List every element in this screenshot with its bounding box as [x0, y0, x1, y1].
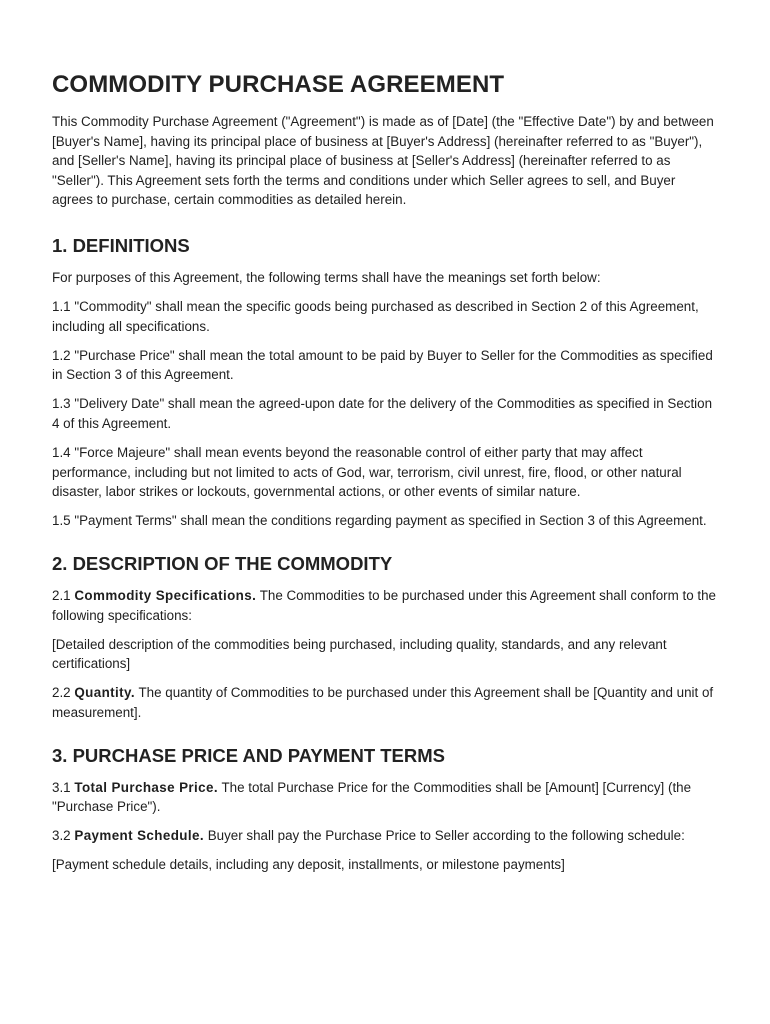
- clause-text: The Commodities to be purchased under this Agreement shall conform to the following specifications:: [52, 588, 716, 623]
- definitions-lead-in: For purposes of this Agreement, the following terms shall have the meanings set forth below:: [52, 269, 601, 285]
- document-title: COMMODITY PURCHASE AGREEMENT: [52, 71, 505, 98]
- clause-title: Total Purchase Price.: [74, 779, 218, 795]
- clause-number: 2.2: [52, 685, 71, 701]
- section-heading-description: 2. DESCRIPTION OF THE COMMODITY: [52, 553, 393, 574]
- clause-number: 3.1: [52, 779, 71, 795]
- definition-item: 1.3 "Delivery Date" shall mean the agreed-upon date for the delivery of the Commodities as specified in Section 4 of this Agreement.: [52, 396, 713, 432]
- payment-schedule-placeholder: [Payment schedule details, including any deposit, installments, or milestone payments]: [52, 857, 565, 873]
- clause-quantity: [52, 683, 718, 722]
- definition-item: 1.2 "Purchase Price" shall mean the total amount to be paid by Buyer to Seller for the Commodities as specified in Section 3 of this Agreement.: [52, 347, 713, 383]
- clause-title: Commodity Specifications.: [74, 588, 257, 603]
- intro-paragraph: This Commodity Purchase Agreement ("Agreement") is made as of [Date] (the "Effective Date") by and between [Buyer's Name], having its principal place of business at [Buyer's Address] (hereinafter referred to as "Buyer"), and [Seller's Name], having its principal place of business at [Seller's Address] (hereinafter referred to as "Seller"). This Agreement sets forth the terms and conditions under which Seller agrees to sell, and Buyer agrees to purchase, certain commodities as detailed herein.: [52, 114, 714, 208]
- clause-commodity-specifications: [52, 586, 718, 625]
- specifications-placeholder: [Detailed description of the commodities being purchased, including quality, standards, and any relevant certifications]: [52, 636, 667, 672]
- clause-payment-schedule: [52, 826, 718, 846]
- section-heading-purchase-price: 3. PURCHASE PRICE AND PAYMENT TERMS: [52, 744, 446, 766]
- definition-item: 1.4 "Force Majeure" shall mean events beyond the reasonable control of either party that may affect performance, including but not limited to acts of God, war, terrorism, civil unrest, fire, flood, or other natural disaster, labor strikes or lockouts, governmental actions, or other events of similar nature.: [52, 445, 682, 500]
- clause-title: Quantity.: [74, 685, 135, 701]
- section-heading-definitions: 1. DEFINITIONS: [52, 234, 190, 256]
- clause-number: 2.1: [52, 588, 71, 603]
- clause-text: The total Purchase Price for the Commodities shall be [Amount] [Currency] (the "Purchase Price").: [52, 779, 692, 815]
- clause-number: 3.2: [52, 828, 71, 844]
- clause-text: Buyer shall pay the Purchase Price to Seller according to the following schedule:: [207, 828, 685, 844]
- definition-item: 1.5 "Payment Terms" shall mean the conditions regarding payment as specified in Section 3 of this Agreement.: [52, 513, 707, 529]
- clause-text: The quantity of Commodities to be purchased under this Agreement shall be [Quantity and unit of measurement].: [52, 685, 714, 720]
- clause-title: Payment Schedule.: [74, 828, 204, 844]
- clause-total-purchase-price: [52, 778, 718, 817]
- definition-item: 1.1 "Commodity" shall mean the specific goods being purchased as described in Section 2 of this Agreement, including all specifications.: [52, 299, 699, 334]
